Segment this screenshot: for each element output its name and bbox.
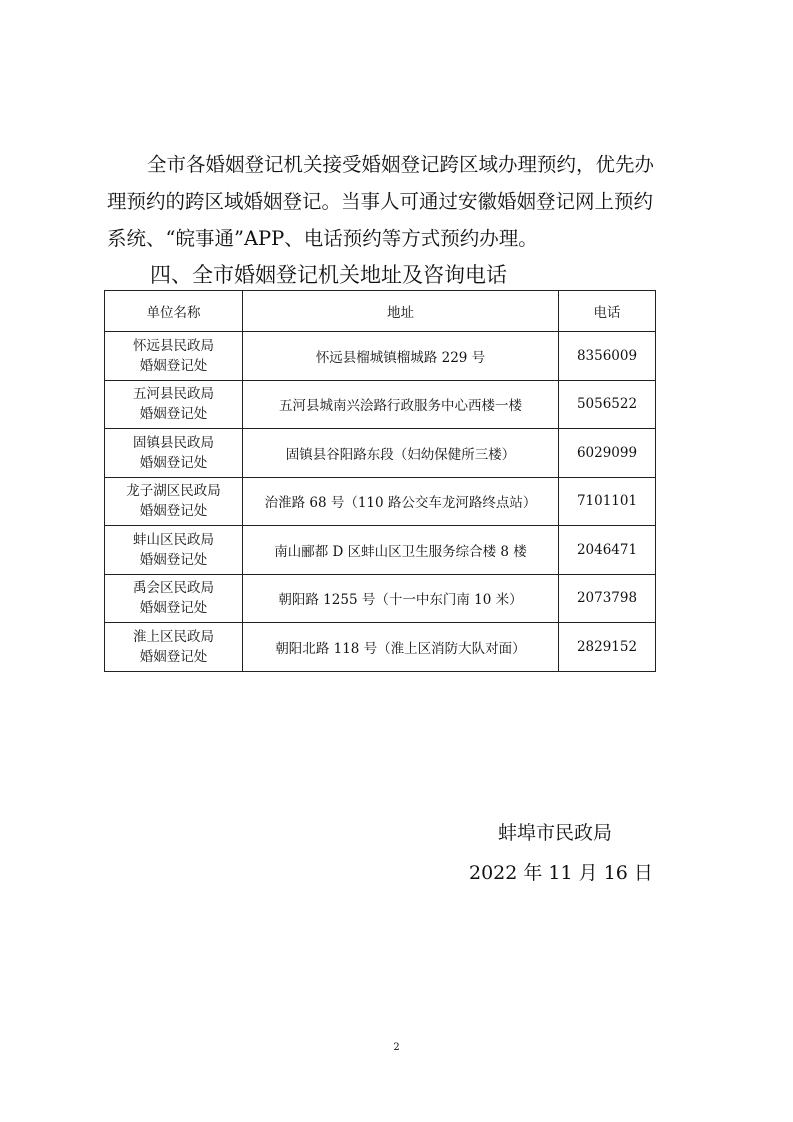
section-heading: 四、全市婚姻登记机关地址及咨询电话: [150, 263, 507, 287]
address-cell: 朝阳北路 118 号（淮上区消防大队对面）: [243, 623, 559, 672]
table-header-row: [105, 291, 656, 332]
address-cell: 五河县城南兴浍路行政服务中心西楼一楼: [243, 380, 559, 429]
phone-cell: 5056522: [559, 380, 656, 429]
paragraph-line-3: 系统、“皖事通”APP、电话预约等方式预约办理。: [107, 227, 538, 250]
table-row: [105, 574, 656, 623]
table-row: [105, 380, 656, 429]
table-row: [105, 526, 656, 575]
unit-name-cell: 怀远县民政局 婚姻登记处: [105, 332, 243, 381]
paragraph-line-2: 理预约的跨区域婚姻登记。当事人可通过安徽婚姻登记网上预约: [107, 190, 654, 213]
header-phone: 电话: [559, 291, 656, 332]
paragraph-line-1: 全市各婚姻登记机关接受婚姻登记跨区域办理预约，优先办: [147, 153, 655, 176]
table-row: [105, 429, 656, 478]
address-cell: 怀远县榴城镇榴城路 229 号: [243, 332, 559, 381]
page-number: 2: [393, 1042, 400, 1053]
unit-name-cell: 蚌山区民政局 婚姻登记处: [105, 526, 243, 575]
phone-cell: 8356009: [559, 332, 656, 381]
header-address: 地址: [243, 291, 559, 332]
unit-name-cell: 五河县民政局 婚姻登记处: [105, 380, 243, 429]
phone-cell: 6029099: [559, 429, 656, 478]
unit-name-cell: 淮上区民政局 婚姻登记处: [105, 623, 243, 672]
registration-offices-table: [104, 290, 656, 672]
address-cell: 南山郦都 D 区蚌山区卫生服务综合楼 8 楼: [243, 526, 559, 575]
table-row: [105, 477, 656, 526]
phone-cell: 2046471: [559, 526, 656, 575]
unit-name-cell: 固镇县民政局 婚姻登记处: [105, 429, 243, 478]
address-cell: 固镇县谷阳路东段（妇幼保健所三楼）: [243, 429, 559, 478]
phone-cell: 2073798: [559, 574, 656, 623]
unit-name-cell: 龙子湖区民政局 婚姻登记处: [105, 477, 243, 526]
address-cell: 朝阳路 1255 号（十一中东门南 10 米）: [243, 574, 559, 623]
phone-cell: 7101101: [559, 477, 656, 526]
address-cell: 治淮路 68 号（110 路公交车龙河路终点站）: [243, 477, 559, 526]
table-row: [105, 623, 656, 672]
issue-date: 2022 年 11 月 16 日: [469, 862, 653, 884]
table-row: [105, 332, 656, 381]
body-paragraph: [107, 146, 697, 257]
unit-name-cell: 禹会区民政局 婚姻登记处: [105, 574, 243, 623]
issuing-organization: 蚌埠市民政局: [498, 822, 613, 844]
header-unit-name: 单位名称: [105, 291, 243, 332]
phone-cell: 2829152: [559, 623, 656, 672]
